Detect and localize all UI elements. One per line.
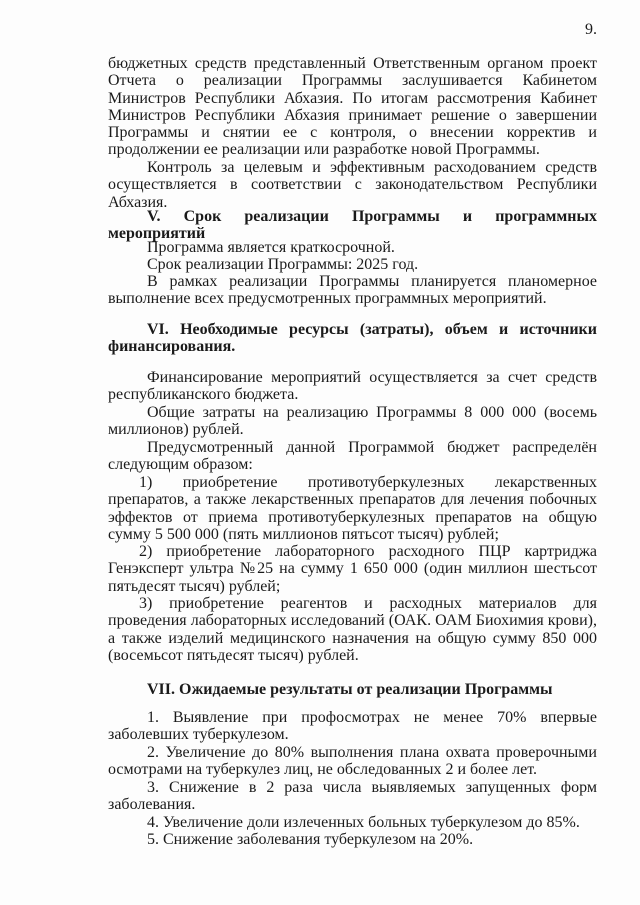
result-item: 5. Снижение заболевания туберкулезом на 20%. (147, 831, 474, 848)
paragraph-short-term: Программа является краткосрочной. (147, 239, 395, 256)
result-item: 3. Снижение в 2 раза числа выявляемых запущенных форм заболевания. (108, 779, 597, 814)
paragraph-report-review: бюджетных средств представленный Ответственным органом проект Отчета о реализации Программы заслушивается Кабинетом Министров Республики Абхазия. По итогам рассмотрения Кабинет Министров Республики Абхазия принимает решение о завершении Программы и снятии ее с контроля, о внесении корректив и продолжении ее реализации или разработке новой Программы. (108, 55, 597, 159)
budget-item: 1) приобретение противотуберкулезных лекарственных препаратов, а также лекарственных препаратов для лечения побочных эффектов от приема противотуберкулезных препаратов на общую сумму 5 500 000 (пять миллионов пятьсот тысяч) рублей; (108, 474, 597, 543)
paragraph-total-cost: Общие затраты на реализацию Программы 8 000 000 (восемь миллионов) рублей. (108, 404, 597, 439)
result-item: 4. Увеличение доли излеченных больных туберкулезом до 85%. (147, 814, 580, 831)
section-v-heading: V. Срок реализации Программы и программных мероприятий (108, 208, 597, 243)
paragraph-term: Срок реализации Программы: 2025 год. (147, 256, 419, 273)
paragraph-budget-distribution: Предусмотренный данной Программой бюджет распределён следующим образом: (108, 439, 597, 474)
budget-item: 2) приобретение лабораторного расходного ПЦР картриджа Генэксперт ультра №25 на сумму 1 650 000 (один миллион шестьсот пятьдесят тысяч) рублей; (108, 543, 597, 595)
result-item: 1. Выявление при профосмотрах не менее 70% впервые заболевших туберкулезом. (108, 709, 597, 744)
result-item: 2. Увеличение до 80% выполнения плана охвата проверочными осмотрами на туберкулез лиц, не обследованных 2 и более лет. (108, 744, 597, 779)
paragraph-control: Контроль за целевым и эффективным расходованием средств осуществляется в соответствии с законодательством Республики Абхазия. (108, 159, 597, 211)
page-number: 9. (585, 21, 597, 38)
budget-item: 3) приобретение реагентов и расходных материалов для проведения лабораторных исследований (ОАК. ОАМ Биохимия крови), а также изделий медицинского назначения на общую сумму 850 000 (восемьсот пятьдесят тысяч) рублей. (108, 595, 597, 664)
section-vi-heading: VI. Необходимые ресурсы (затраты), объем и источники финансирования. (108, 321, 597, 356)
section-vii-heading: VII. Ожидаемые результаты от реализации Программы (147, 681, 553, 698)
paragraph-financing: Финансирование мероприятий осуществляется за счет средств республиканского бюджета. (108, 369, 597, 404)
paragraph-plan: В рамках реализации Программы планируется планомерное выполнение всех предусмотренных программных мероприятий. (108, 273, 597, 308)
